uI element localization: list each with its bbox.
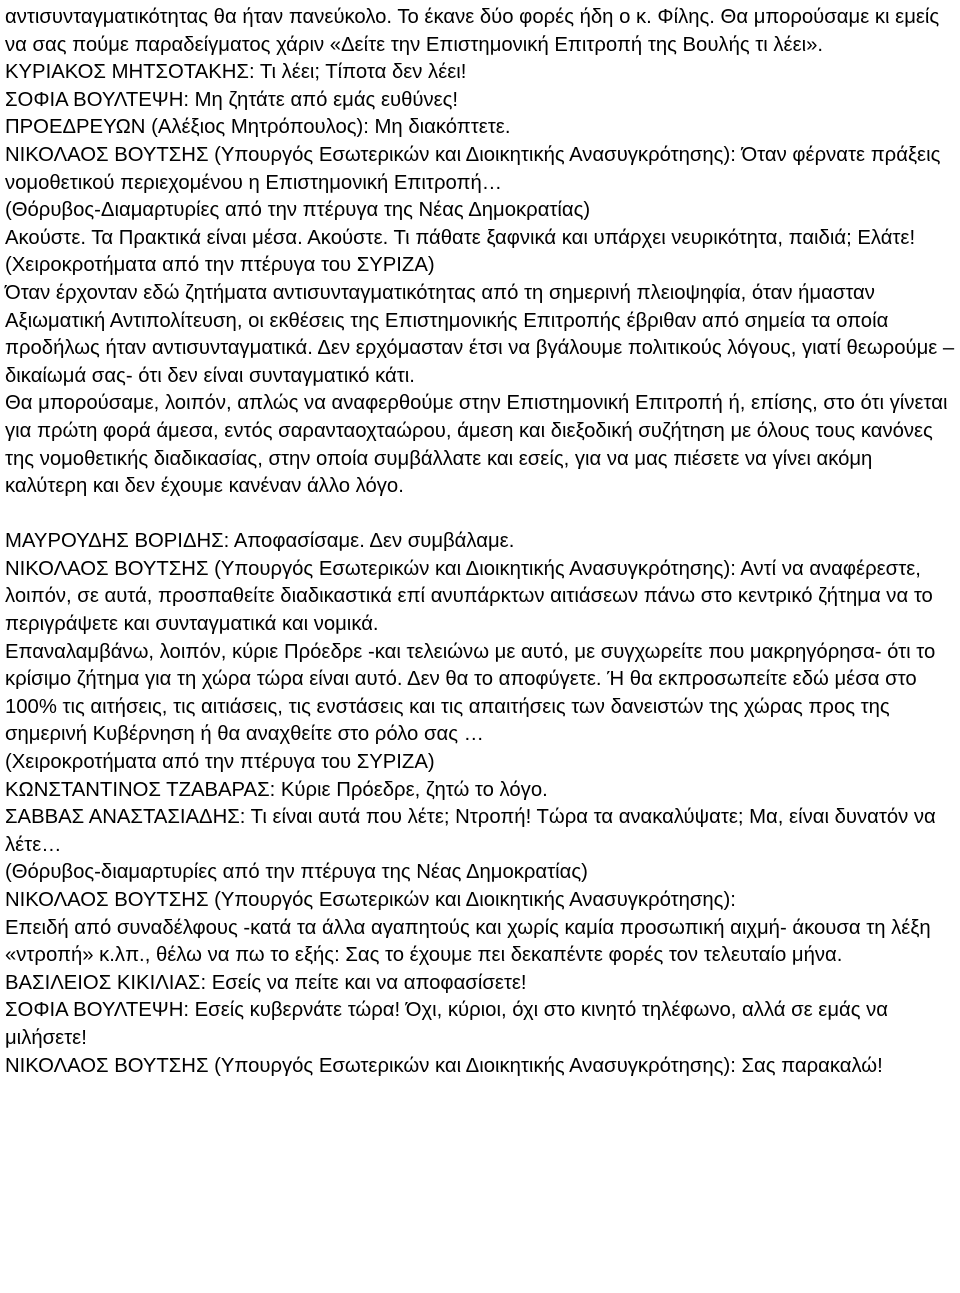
speaker-line: ΚΥΡΙΑΚΟΣ ΜΗΤΣΟΤΑΚΗΣ: Τι λέει; Τίποτα δεν λέει! [5, 61, 467, 84]
speaker-line: ΝΙΚΟΛΑΟΣ ΒΟΥΤΣΗΣ (Υπουργός Εσωτερικών και Διοικητικής Ανασυγκρότησης): Αντί να αναφέρεστε, λοιπόν, σε αυτά, προσπαθείτε διαδικαστικά επί ανυπάρκτων αιτιάσεων πάνω στο κεντρικό ζήτημα να το περιγράψετε και συνταγματικά και νομικά. [5, 557, 933, 636]
paragraph-text: αντισυνταγματικότητας θα ήταν πανεύκολο. Το έκανε δύο φορές ήδη ο κ. Φίλης. Θα μπορούσαμε κι εμείς να σας πούμε παραδείγματος χάριν «Δείτε την Επιστημονική Επιτροπή της Βουλής τι λέει». [5, 6, 940, 56]
speaker-line: ΜΑΥΡΟΥΔΗΣ ΒΟΡΙΔΗΣ: Αποφασίσαμε. Δεν συμβάλαμε. [5, 530, 515, 553]
speaker-line: ΣΑΒΒΑΣ ΑΝΑΣΤΑΣΙΑΔΗΣ: Τι είναι αυτά που λέτε; Ντροπή! Τώρα τα ανακαλύψατε; Μα, είναι δυνατόν να λέτε… [5, 806, 936, 856]
paragraph-text: Επαναλαμβάνω, λοιπόν, κύριε Πρόεδρε -και τελειώνω με αυτό, με συγχωρείτε που μακρηγόρησα- ότι το κρίσιμο ζήτημα για τη χώρα τώρα είναι αυτό. Δεν θα το αποφύγετε. Ή θα εκπροσωπείτε εδώ μέσα στο 100% τις αιτήσεις, τις αιτιάσεις, τις ενστάσεις και τις απαιτήσεις των δανειστών της χώρας προς της σημερινή Κυβέρνηση ή θα αναχθείτε στο ρόλο σας … [5, 640, 936, 746]
paragraph-text: Ακούστε. Τα Πρακτικά είναι μέσα. Ακούστε. Τι πάθατε ξαφνικά και υπάρχει νευρικότητα, παιδιά; Ελάτε! [5, 226, 916, 249]
stage-direction: (Χειροκροτήματα από την πτέρυγα του ΣΥΡΙΖΑ) [5, 254, 435, 277]
stage-direction: (Χειροκροτήματα από την πτέρυγα του ΣΥΡΙΖΑ) [5, 751, 435, 774]
paragraph-text: Όταν έρχονταν εδώ ζητήματα αντισυνταγματικότητας από τη σημερινή πλειοψηφία, όταν ήμασταν Αξιωματική Αντιπολίτευση, οι εκθέσεις της Επιστημονικής Επιτροπής έβριθαν από σημεία τα οποία προδήλως ήταν αντισυνταγματικά. Δεν ερχόμασταν έτσι να βγάλουμε πολιτικούς λόγους, γιατί θεωρούμε –δικαίωμά σας- ότι δεν είναι συνταγματικό κάτι. [5, 281, 955, 387]
speaker-line: ΚΩΝΣΤΑΝΤΙΝΟΣ ΤΖΑΒΑΡΑΣ: Κύριε Πρόεδρε, ζητώ το λόγο. [5, 778, 548, 801]
speaker-line: ΣΟΦΙΑ ΒΟΥΛΤΕΨΗ: Εσείς κυβερνάτε τώρα! Όχι, κύριοι, όχι στο κινητό τηλέφωνο, αλλά σε εμάς να μιλήσετε! [5, 999, 889, 1049]
speaker-line: ΝΙΚΟΛΑΟΣ ΒΟΥΤΣΗΣ (Υπουργός Εσωτερικών και Διοικητικής Ανασυγκρότησης): Όταν φέρνατε πράξεις νομοθετικού περιεχομένου η Επιστημονική Επιτροπή… [5, 143, 941, 194]
paragraph-spacer [5, 501, 956, 529]
speaker-line: ΝΙΚΟΛΑΟΣ ΒΟΥΤΣΗΣ (Υπουργός Εσωτερικών και Διοικητικής Ανασυγκρότησης): [5, 889, 736, 911]
paragraph-text: Θα μπορούσαμε, λοιπόν, απλώς να αναφερθούμε στην Επιστημονική Επιτροπή ή, επίσης, στο ότι γίνεται για πρώτη φορά άμεσα, εντός σαρανταοχταώρου, άμεση και διεξοδική συζήτηση με όλους τους κανόνες της νομοθετικής διαδικασίας, στην οποία συμβάλλατε και εσείς, για να μας πιέσετε να γίνει ακόμη καλύτερη και δεν έχουμε κανέναν άλλο λόγο. [5, 392, 948, 498]
stage-direction: (Θόρυβος-διαμαρτυρίες από την πτέρυγα της Νέας Δημοκρατίας) [5, 861, 588, 884]
speaker-line: ΝΙΚΟΛΑΟΣ ΒΟΥΤΣΗΣ (Υπουργός Εσωτερικών και Διοικητικής Ανασυγκρότησης): Σας παρακαλώ! [5, 1054, 883, 1077]
stage-direction: (Θόρυβος-Διαμαρτυρίες από την πτέρυγα της Νέας Δημοκρατίας) [5, 199, 591, 222]
speaker-line: ΣΟΦΙΑ ΒΟΥΛΤΕΨΗ: Μη ζητάτε από εμάς ευθύνες! [5, 88, 459, 111]
speaker-line: ΠΡΟΕΔΡΕΥΩΝ (Αλέξιος Μητρόπουλος): Μη διακόπτετε. [5, 116, 511, 139]
paragraph-text: Επειδή από συναδέλφους -κατά τα άλλα αγαπητούς και χωρίς καμία προσωπική αιχμή- άκουσα τη λέξη «ντροπή» κ.λπ., θέλω να πω το εξής: Σας το έχουμε πει δεκαπέντε φορές τον τελευταίο μήνα. [5, 916, 931, 967]
speaker-line: ΒΑΣΙΛΕΙΟΣ ΚΙΚΙΛΙΑΣ: Εσείς να πείτε και να αποφασίσετε! [5, 971, 527, 994]
